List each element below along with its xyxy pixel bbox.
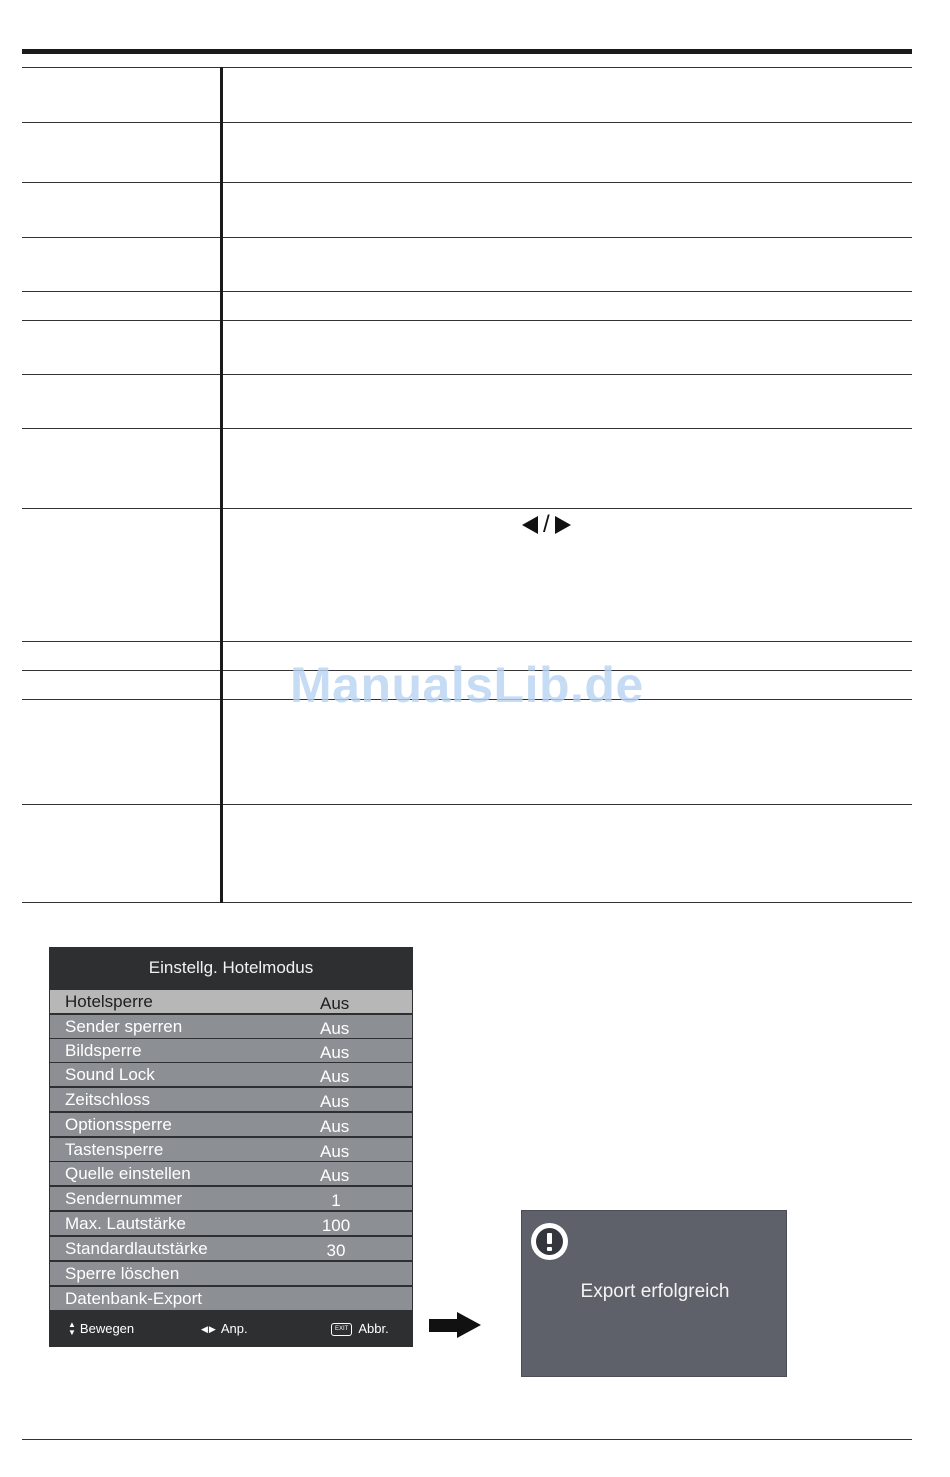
menu-item-value: Aus [320, 1142, 350, 1161]
menu-item-label: Zeitschloss [65, 1090, 151, 1109]
up-down-arrow-icon: ▲ ▼ [68, 1320, 76, 1337]
table-rule [22, 508, 912, 509]
menu-item-bildsperre[interactable] [50, 1039, 412, 1062]
menu-item-label: Standardlautstärke [65, 1239, 208, 1258]
menu-item-value: Aus [320, 1067, 350, 1086]
left-right-arrow-icon: ◀▶ [201, 1324, 217, 1334]
menu-item-value: 30 [326, 1241, 346, 1260]
menu-item-tastensperre[interactable] [50, 1138, 412, 1161]
menu-item-label: Sperre löschen [65, 1264, 180, 1283]
menu-item-datenbank-export[interactable] [50, 1287, 412, 1310]
export-dialog [521, 1210, 787, 1377]
table-rule [22, 641, 912, 642]
watermark: ManualsLib.de [290, 657, 644, 713]
menu-item-value: Aus [320, 1092, 350, 1111]
menu-item-value: 1 [331, 1191, 341, 1210]
menu-item-hotelsperre[interactable] [50, 990, 412, 1013]
triangle-left-icon [522, 516, 538, 534]
menu-item-standardlautstaerke[interactable] [50, 1237, 412, 1260]
menu-item-value: Aus [320, 994, 350, 1013]
top-rule [22, 49, 912, 54]
menu-item-max-lautstaerke[interactable] [50, 1212, 412, 1235]
right-arrow-icon [429, 1312, 481, 1338]
menu-item-label: Tastensperre [65, 1140, 164, 1159]
table-rule [22, 320, 912, 321]
table-rule [22, 291, 912, 292]
menu-item-label: Sender sperren [65, 1017, 183, 1036]
triangle-right-icon [555, 516, 571, 534]
bottom-rule [22, 1439, 912, 1440]
menu-item-sperre-loeschen[interactable] [50, 1262, 412, 1285]
table-rule [22, 67, 912, 68]
table-rule [22, 374, 912, 375]
menu-item-label: Datenbank-Export [65, 1289, 203, 1308]
menu-item-sender-sperren[interactable] [50, 1015, 412, 1038]
menu-item-label: Hotelsperre [65, 992, 153, 1011]
alert-circle-icon [531, 1223, 568, 1260]
menu-footer [49, 1311, 413, 1347]
table-rule [22, 122, 912, 123]
dialog-message: Export erfolgreich [580, 1281, 730, 1302]
exit-key-icon: EXIT [331, 1323, 352, 1336]
footer-adjust-hint [201, 1320, 248, 1338]
footer-move-hint [68, 1320, 134, 1338]
table-rule [22, 804, 912, 805]
table-rule [22, 428, 912, 429]
menu-item-value: 100 [321, 1216, 351, 1235]
menu-item-value: Aus [320, 1166, 350, 1185]
menu-item-optionssperre[interactable] [50, 1113, 412, 1136]
menu-item-label: Quelle einstellen [65, 1164, 191, 1183]
footer-exit-label: Abbr. [358, 1321, 389, 1336]
footer-move-label: Bewegen [79, 1321, 135, 1336]
menu-item-value: Aus [320, 1043, 350, 1062]
menu-item-label: Optionssperre [65, 1115, 172, 1134]
menu-item-value: Aus [320, 1117, 350, 1136]
menu-item-label: Bildsperre [65, 1041, 142, 1060]
slash-glyph: / [543, 511, 550, 538]
menu-item-zeitschloss[interactable] [50, 1088, 412, 1111]
menu-item-sendernummer[interactable] [50, 1187, 412, 1210]
menu-item-quelle-einstellen[interactable] [50, 1162, 412, 1185]
footer-exit-hint [331, 1320, 389, 1338]
menu-item-label: Sound Lock [65, 1065, 155, 1084]
menu-item-label: Sendernummer [65, 1189, 183, 1208]
table-column-divider [220, 67, 223, 903]
menu-item-label: Max. Lautstärke [65, 1214, 186, 1233]
footer-adjust-label: Anp. [220, 1321, 248, 1336]
table-rule [22, 182, 912, 183]
menu-title: Einstellg. Hotelmodus [148, 958, 314, 977]
table-rule [22, 237, 912, 238]
table-rule [22, 902, 912, 903]
settings-table [22, 67, 912, 903]
left-right-arrows-icon [522, 513, 571, 537]
menu-item-value: Aus [320, 1019, 350, 1038]
menu-item-sound-lock[interactable] [50, 1063, 412, 1086]
hotel-mode-menu [49, 947, 413, 1347]
